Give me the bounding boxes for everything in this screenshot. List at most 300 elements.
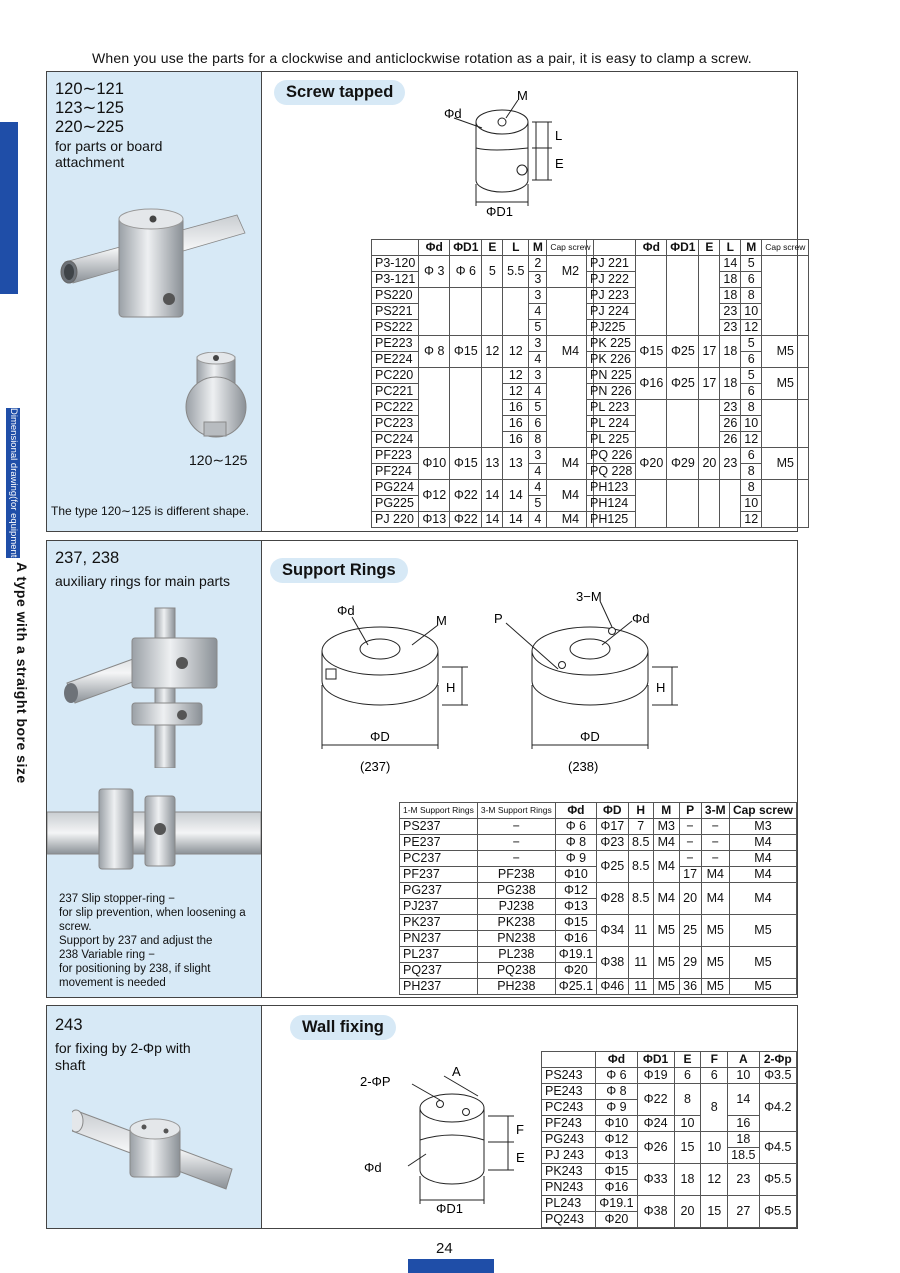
table-cell: Φ 6 (450, 256, 482, 288)
table-cell: PJ 224 (587, 304, 636, 320)
table-cell: 10 (728, 1068, 759, 1084)
table-cell: PS243 (542, 1068, 596, 1084)
table-cell: 4 (529, 480, 547, 496)
table-header-cell: 2-Φp (759, 1052, 797, 1068)
table-cell: M5 (701, 947, 729, 979)
table-cell: Φ10 (555, 867, 596, 883)
table-cell (762, 256, 809, 336)
table-cell: 14 (482, 512, 503, 528)
table-header-cell (587, 240, 636, 256)
dim-label-P: 2-ΦP (360, 1074, 391, 1089)
table-cell: Φ16 (636, 368, 667, 400)
sub-model-label: 120∼125 (189, 452, 248, 468)
table-cell: M2 (547, 256, 594, 288)
table-cell: Φ25.1 (555, 979, 596, 995)
table-cell: PE224 (372, 352, 419, 368)
table-row (542, 1068, 797, 1084)
table-cell: PQ 226 (587, 448, 636, 464)
table-cell: 8.5 (628, 883, 653, 915)
section-screw-tapped (46, 71, 806, 532)
table-cell: 23 (720, 400, 741, 416)
table-cell: PL 224 (587, 416, 636, 432)
dim-label-A: A (452, 1064, 461, 1079)
table-cell: − (477, 851, 555, 867)
dim-label-D1: ΦD1 (486, 204, 513, 219)
table-cell: M5 (653, 947, 679, 979)
wall-fixing-table (541, 1051, 797, 1228)
table-cell: M4 (729, 883, 796, 915)
table-cell: 13 (503, 448, 529, 480)
table-cell: 6 (701, 1068, 728, 1084)
dim-label-E: E (555, 156, 564, 171)
table-cell: 10 (674, 1116, 701, 1132)
table-cell: M4 (729, 835, 796, 851)
table-cell: 14 (482, 480, 503, 512)
table-cell (667, 480, 699, 528)
table-cell: PJ 223 (587, 288, 636, 304)
table-row (372, 368, 594, 384)
table-row (587, 480, 809, 496)
table-cell: M5 (729, 947, 796, 979)
dim-label-P: P (494, 611, 503, 626)
model-number: 243 (55, 1016, 83, 1034)
table-cell: PC243 (542, 1100, 596, 1116)
dim-label-d: Φd (632, 611, 650, 626)
screw-tapped-drawing (422, 88, 572, 223)
table-cell: 10 (741, 416, 762, 432)
table-row (587, 368, 809, 384)
table-cell: PK237 (400, 915, 478, 931)
table-cell: 16 (503, 432, 529, 448)
table-cell: 15 (674, 1132, 701, 1164)
dim-label-d: Φd (444, 106, 462, 121)
table-cell: − (477, 819, 555, 835)
table-cell: Φ19 (637, 1068, 674, 1084)
table-cell: Φ34 (597, 915, 628, 947)
table-cell: Φ 9 (596, 1100, 637, 1116)
table-cell (699, 256, 720, 336)
table-cell: 4 (529, 512, 547, 528)
table-cell: M4 (729, 867, 796, 883)
table-cell: PJ 222 (587, 272, 636, 288)
table-cell: PK243 (542, 1164, 596, 1180)
table-cell: 3 (529, 368, 547, 384)
dim-label-3M: 3−M (576, 589, 602, 604)
table-cell: PH125 (587, 512, 636, 528)
table-row (400, 915, 797, 931)
table-cell: 8.5 (628, 851, 653, 883)
table-cell: 23 (720, 448, 741, 480)
table-cell: M4 (653, 851, 679, 883)
table-cell: 12 (482, 336, 503, 368)
table-cell: Φ25 (667, 336, 699, 368)
table-cell: 5 (529, 496, 547, 512)
table-cell (636, 480, 667, 528)
table-cell: M4 (701, 867, 729, 883)
table-header-row (587, 240, 809, 256)
section-title: Wall fixing (290, 1015, 396, 1040)
table-cell (636, 256, 667, 336)
table-cell: 12 (503, 336, 529, 368)
table-cell: 14 (503, 480, 529, 512)
table-cell: 14 (728, 1084, 759, 1116)
table-cell: M4 (547, 512, 594, 528)
table-cell: 18 (720, 336, 741, 368)
table-cell: PE243 (542, 1084, 596, 1100)
table-cell (636, 400, 667, 448)
table-header-cell: 1-M Support Rings (400, 803, 478, 819)
top-note: When you use the parts for a clockwise and anticlockwise rotation as a pair, it is easy to clamp a screw. (92, 50, 752, 66)
table-cell: Φ13 (596, 1148, 637, 1164)
table-cell: Φ5.5 (759, 1196, 797, 1228)
table-cell: 8 (701, 1084, 728, 1132)
table-cell: 36 (679, 979, 701, 995)
table-cell: Φ10 (596, 1116, 637, 1132)
table-cell: PS220 (372, 288, 419, 304)
table-row (587, 448, 809, 464)
section-support-rings (46, 540, 798, 998)
table-cell: PQ238 (477, 963, 555, 979)
table-cell: 23 (720, 320, 741, 336)
table-cell: 10 (701, 1132, 728, 1164)
table-cell: Φ 6 (596, 1068, 637, 1084)
table-cell: 14 (503, 512, 529, 528)
table-cell: Φ12 (596, 1132, 637, 1148)
table-header-cell: ΦD1 (450, 240, 482, 256)
page-number: 24 (436, 1240, 453, 1257)
table-cell: 6 (741, 384, 762, 400)
table-cell: 18 (720, 272, 741, 288)
table-cell: PH123 (587, 480, 636, 496)
table-cell (699, 480, 720, 528)
table-cell: PN237 (400, 931, 478, 947)
dim-label-L: L (555, 128, 563, 143)
table-header-cell: L (720, 240, 741, 256)
table-row (400, 979, 797, 995)
table-cell: Φ15 (636, 336, 667, 368)
model-description: for fixing by 2-Φp with (55, 1040, 191, 1056)
table-cell: Φ29 (667, 448, 699, 480)
table-cell: 20 (699, 448, 720, 480)
dim-label-D: ΦD (580, 729, 600, 744)
table-cell: 16 (503, 416, 529, 432)
drawing-caption: (237) (360, 759, 391, 774)
table-cell: Φ15 (450, 448, 482, 480)
table-cell: 8 (741, 480, 762, 496)
table-cell (419, 368, 450, 448)
table-cell: 6 (741, 448, 762, 464)
dim-label-M: M (436, 613, 447, 628)
table-cell: Φ38 (597, 947, 628, 979)
table-cell: 8 (741, 464, 762, 480)
table-cell: 17 (699, 336, 720, 368)
table-cell: PJ238 (477, 899, 555, 915)
table-cell: PN243 (542, 1180, 596, 1196)
table-cell: 26 (720, 416, 741, 432)
table-cell (762, 480, 809, 528)
table-cell: 16 (728, 1116, 759, 1132)
table-cell: M4 (729, 851, 796, 867)
table-cell: PE223 (372, 336, 419, 352)
table-header-row (542, 1052, 797, 1068)
table-cell: 5 (741, 368, 762, 384)
table-cell: PC222 (372, 400, 419, 416)
model-number: 220∼225 (55, 118, 124, 136)
ring-note: screw. (59, 921, 92, 933)
table-cell: 5 (741, 256, 762, 272)
table-row (372, 448, 594, 464)
table-cell: PS222 (372, 320, 419, 336)
support-rings-table (399, 802, 797, 995)
table-cell: Φ12 (555, 883, 596, 899)
table-header-cell: M (653, 803, 679, 819)
table-row (542, 1084, 797, 1100)
table-cell: PC223 (372, 416, 419, 432)
table-row (587, 256, 809, 272)
section-title: Support Rings (270, 558, 408, 583)
table-cell: PG225 (372, 496, 419, 512)
table-row (400, 835, 797, 851)
dim-label-D: ΦD (370, 729, 390, 744)
table-cell: PJ237 (400, 899, 478, 915)
table-cell: PK238 (477, 915, 555, 931)
table-header-row (372, 240, 594, 256)
table-cell (482, 368, 503, 448)
table-cell: PJ 221 (587, 256, 636, 272)
table-cell: M5 (762, 368, 809, 400)
model-number: 123∼125 (55, 99, 124, 117)
table-cell: Φ 8 (596, 1084, 637, 1100)
table-cell: PN238 (477, 931, 555, 947)
table-header-cell: ΦD1 (667, 240, 699, 256)
table-cell: Φ5.5 (759, 1164, 797, 1196)
wall-fixing-photo (72, 1091, 242, 1201)
table-cell: PN 226 (587, 384, 636, 400)
dim-label-D1: ΦD1 (436, 1201, 463, 1216)
table-cell: PG224 (372, 480, 419, 496)
table-cell: 18 (728, 1132, 759, 1148)
table-cell: Φ24 (637, 1116, 674, 1132)
table-cell: − (701, 835, 729, 851)
table-cell (450, 288, 482, 336)
table-cell: 17 (699, 368, 720, 400)
spec-table-right (586, 239, 809, 528)
table-header-cell: 3-M Support Rings (477, 803, 555, 819)
table-cell: Φ 8 (555, 835, 596, 851)
section-wall-fixing (46, 1005, 798, 1229)
table-header-cell (372, 240, 419, 256)
table-cell: Φ15 (596, 1164, 637, 1180)
table-cell: PN 225 (587, 368, 636, 384)
ring-note: Support by 237 and adjust the (59, 935, 213, 947)
table-cell: Φ4.2 (759, 1084, 797, 1132)
table-cell (720, 480, 741, 528)
table-cell: P3-121 (372, 272, 419, 288)
section-left-panel (47, 541, 262, 997)
table-cell: PF224 (372, 464, 419, 480)
table-cell: 3 (529, 288, 547, 304)
table-cell: PE237 (400, 835, 478, 851)
table-header-cell: Φd (636, 240, 667, 256)
table-cell: 6 (529, 416, 547, 432)
table-cell: 6 (674, 1068, 701, 1084)
table-cell: PQ237 (400, 963, 478, 979)
table-cell: Φ10 (419, 448, 450, 480)
table-cell: 5 (741, 336, 762, 352)
table-cell: PJ 220 (372, 512, 419, 528)
table-cell (482, 288, 503, 336)
table-row (372, 512, 594, 528)
table-row (542, 1164, 797, 1180)
table-cell: PC220 (372, 368, 419, 384)
table-cell: 25 (679, 915, 701, 947)
table-cell: P3-120 (372, 256, 419, 272)
dim-label-E: E (516, 1150, 525, 1165)
table-header-cell: E (699, 240, 720, 256)
table-row (400, 851, 797, 867)
table-row (542, 1196, 797, 1212)
table-cell: PH238 (477, 979, 555, 995)
table-cell: Φ15 (450, 336, 482, 368)
table-cell: M5 (701, 915, 729, 947)
table-cell: 2 (529, 256, 547, 272)
table-cell: M4 (547, 336, 594, 368)
table-cell: PG243 (542, 1132, 596, 1148)
table-cell: 12 (741, 512, 762, 528)
table-cell: 14 (720, 256, 741, 272)
table-header-cell: A (728, 1052, 759, 1068)
table-cell: 29 (679, 947, 701, 979)
table-cell (503, 288, 529, 336)
page-bar (408, 1259, 494, 1273)
table-cell: 11 (628, 947, 653, 979)
table-cell: − (701, 819, 729, 835)
table-cell: M4 (653, 883, 679, 915)
table-cell: − (477, 835, 555, 851)
ball-connector-photo (182, 352, 252, 447)
table-cell: Φ22 (450, 480, 482, 512)
table-row (542, 1116, 797, 1132)
ring-note: for slip prevention, when loosening a (59, 907, 246, 919)
table-cell: 23 (720, 304, 741, 320)
table-cell: Φ25 (667, 368, 699, 400)
type-note: The type 120∼125 is different shape. (51, 504, 249, 518)
table-cell: 11 (628, 979, 653, 995)
table-cell: 15 (701, 1196, 728, 1228)
table-header-cell: H (628, 803, 653, 819)
table-row (400, 819, 797, 835)
table-cell: M5 (729, 979, 796, 995)
table-cell: − (679, 835, 701, 851)
table-header-cell: Φd (555, 803, 596, 819)
table-row (372, 336, 594, 352)
table-cell: 8.5 (628, 835, 653, 851)
table-cell: 10 (741, 304, 762, 320)
table-cell: 18.5 (728, 1148, 759, 1164)
section-right-panel (262, 72, 806, 531)
table-cell: PK 226 (587, 352, 636, 368)
table-cell: M5 (762, 448, 809, 480)
table-header-cell: ΦD1 (637, 1052, 674, 1068)
table-cell: Φ4.5 (759, 1132, 797, 1164)
dim-label-d: Φd (337, 603, 355, 618)
table-cell: PC221 (372, 384, 419, 400)
table-cell: 20 (674, 1196, 701, 1228)
side-tab-label: Dimensional drawing(for equipment-related) (8, 408, 19, 593)
table-cell: Φ 3 (419, 256, 450, 288)
table-cell: 12 (503, 384, 529, 400)
table-cell: 8 (529, 432, 547, 448)
ring-note: 237 Slip stopper-ring − (59, 893, 176, 905)
table-cell: Φ13 (555, 899, 596, 915)
table-cell: PF238 (477, 867, 555, 883)
table-cell: Φ19.1 (596, 1196, 637, 1212)
section-left-panel (47, 1006, 262, 1228)
table-cell (667, 256, 699, 336)
table-cell (762, 400, 809, 448)
table-cell: − (701, 851, 729, 867)
table-cell: Φ15 (555, 915, 596, 931)
table-cell: M5 (762, 336, 809, 368)
model-number: 120∼121 (55, 80, 124, 98)
table-row (400, 947, 797, 963)
model-description: auxiliary rings for main parts (55, 573, 231, 589)
table-cell: Φ26 (637, 1132, 674, 1164)
table-cell: PH237 (400, 979, 478, 995)
table-cell: M4 (701, 883, 729, 915)
table-cell: 20 (679, 883, 701, 915)
table-cell: Φ28 (597, 883, 628, 915)
table-cell: 18 (674, 1164, 701, 1196)
table-cell: PL238 (477, 947, 555, 963)
ring-note: movement is needed (59, 977, 166, 989)
table-cell: 12 (701, 1164, 728, 1196)
table-cell: PC224 (372, 432, 419, 448)
table-header-cell: 3-M (701, 803, 729, 819)
table-cell: PF243 (542, 1116, 596, 1132)
slip-ring-photo (47, 784, 261, 879)
table-cell: PF223 (372, 448, 419, 464)
table-cell: 4 (529, 304, 547, 320)
drawing-caption: (238) (568, 759, 599, 774)
table-row (372, 288, 594, 304)
table-cell: 11 (628, 915, 653, 947)
table-cell: 16 (503, 400, 529, 416)
table-cell: PJ 243 (542, 1148, 596, 1164)
table-cell: 13 (482, 448, 503, 480)
model-description: attachment (55, 154, 125, 170)
table-cell: PS237 (400, 819, 478, 835)
table-cell: M5 (701, 979, 729, 995)
table-cell: 26 (720, 432, 741, 448)
model-description: shaft (55, 1057, 86, 1073)
table-cell: Φ 6 (555, 819, 596, 835)
table-cell: Φ 9 (555, 851, 596, 867)
table-cell: Φ20 (636, 448, 667, 480)
table-row (587, 400, 809, 416)
table-cell: Φ16 (555, 931, 596, 947)
table-cell: Φ25 (597, 851, 628, 883)
dim-label-H: H (446, 680, 456, 695)
table-cell: Φ20 (555, 963, 596, 979)
table-cell: − (679, 851, 701, 867)
table-cell: Φ3.5 (759, 1068, 797, 1084)
table-cell: M5 (653, 915, 679, 947)
table-row (372, 256, 594, 272)
table-cell: PG238 (477, 883, 555, 899)
table-row (372, 480, 594, 496)
wall-fixing-drawing (352, 1058, 532, 1218)
